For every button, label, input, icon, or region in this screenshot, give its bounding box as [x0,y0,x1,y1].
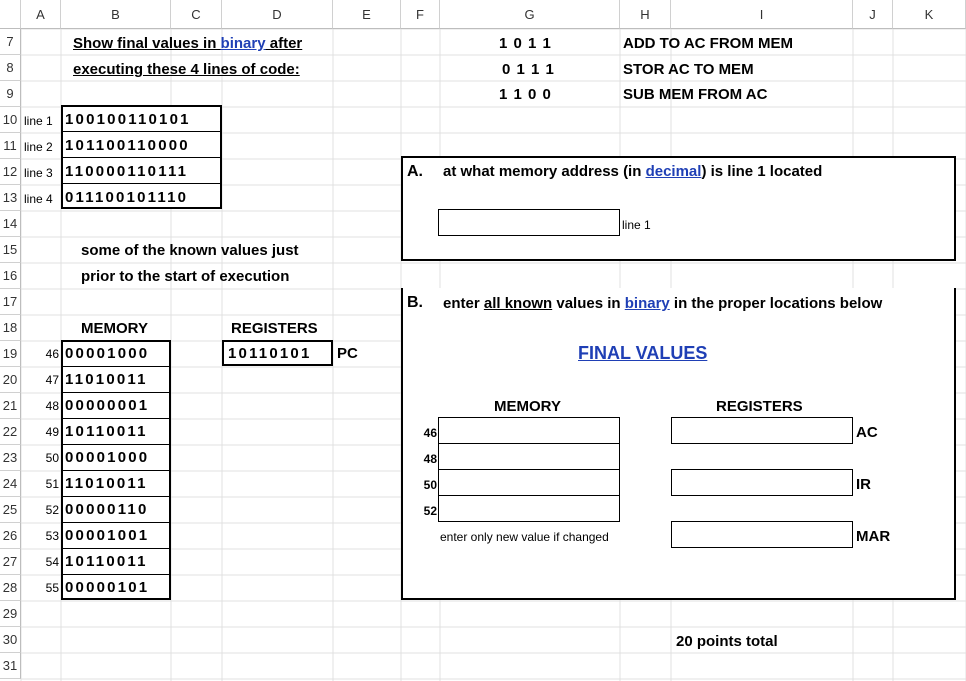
code-line-label: line 1 [24,114,53,128]
row-header-22[interactable]: 22 [0,419,21,445]
memory-address: 46 [45,347,59,361]
memory-row-divider [61,418,171,419]
code-line-value[interactable]: 100100110101 [65,111,191,128]
row-header-17[interactable]: 17 [0,289,21,315]
memory-row-divider [61,496,171,497]
select-all-corner[interactable] [0,0,21,29]
memory-value[interactable]: 00001001 [65,527,150,544]
pc-label: PC [337,345,358,362]
memory-address: 49 [45,425,59,439]
memory-address: 55 [45,581,59,595]
opcode-code: 0 1 1 1 [502,61,555,78]
registers-header: REGISTERS [231,320,318,337]
code-line-value[interactable]: 011100101110 [65,189,189,206]
section-b-letter: B. [407,294,423,311]
column-header-j[interactable]: J [853,0,893,29]
line1-input-label: line 1 [622,218,651,232]
memory-row-divider [61,392,171,393]
row-header-13[interactable]: 13 [0,185,21,211]
row-header-24[interactable]: 24 [0,471,21,497]
row-header-9[interactable]: 9 [0,81,21,107]
instruction-line-1 [73,35,302,52]
row-header-26[interactable]: 26 [0,523,21,549]
ir-label: IR [856,476,871,493]
memory-row-divider [61,522,171,523]
code-line-label: line 4 [24,192,53,206]
memory-row-divider [61,548,171,549]
final-mem-addr: 52 [423,504,437,518]
final-values-title: FINAL VALUES [578,343,708,363]
final-mem-46-input[interactable] [440,419,618,441]
memory-header: MEMORY [81,320,148,337]
memory-address: 52 [45,503,59,517]
all-known-text: all known [483,295,553,312]
column-header-b[interactable]: B [61,0,171,29]
row-header-15[interactable]: 15 [0,237,21,263]
row-header-21[interactable]: 21 [0,393,21,419]
row-header-25[interactable]: 25 [0,497,21,523]
final-registers-header: REGISTERS [716,398,803,415]
memory-row-divider [61,444,171,445]
code-line-value[interactable]: 101100110000 [65,137,190,154]
column-header-h[interactable]: H [620,0,671,29]
column-header-g[interactable]: G [440,0,620,29]
memory-address: 51 [45,477,59,491]
column-header-i[interactable]: I [671,0,853,29]
memory-row-divider [61,574,171,575]
row-header-27[interactable]: 27 [0,549,21,575]
question-text: in the proper locations below [669,295,883,312]
opcode-code: 1 0 1 1 [499,35,552,52]
column-header-d[interactable]: D [222,0,333,29]
memory-value[interactable]: 00000001 [65,397,150,414]
question-text: values in [552,295,625,312]
row-header-30[interactable]: 30 [0,627,21,653]
memory-address: 50 [45,451,59,465]
mar-label: MAR [856,528,891,545]
memory-value[interactable]: 11010011 [65,371,148,388]
memory-value[interactable]: 00001000 [65,345,150,362]
final-memory-header: MEMORY [494,398,561,415]
row-header-29[interactable]: 29 [0,601,21,627]
section-b-question [443,295,882,312]
row-header-31[interactable]: 31 [0,653,21,679]
opcode-desc: STOR AC TO MEM [623,61,754,78]
instruction-text: after [265,35,303,52]
ac-label: AC [856,424,878,441]
memory-value[interactable]: 00001000 [65,449,150,466]
opcode-desc: SUB MEM FROM AC [623,86,768,103]
column-header-k[interactable]: K [893,0,966,29]
known-values-text: some of the known values just [81,242,299,259]
memory-value[interactable]: 11010011 [65,475,148,492]
decimal-link: decimal [645,163,702,180]
column-header-e[interactable]: E [333,0,401,29]
row-header-11[interactable]: 11 [0,133,21,159]
final-mem-addr: 50 [423,478,437,492]
line1-address-input[interactable] [438,209,620,236]
memory-row-divider [61,470,171,471]
memory-row-divider [61,366,171,367]
final-mem-addr: 46 [423,426,437,440]
section-a-letter: A. [407,163,423,180]
row-header-12[interactable]: 12 [0,159,21,185]
final-mem-addr: 48 [423,452,437,466]
pc-register-value[interactable]: 10110101 [228,345,312,362]
instruction-text: Show final values in [73,35,221,52]
code-line-label: line 2 [24,140,53,154]
code-line-label: line 3 [24,166,53,180]
question-text: at what memory address (in [443,163,646,180]
question-text: enter [443,295,484,312]
code-line-value[interactable]: 110000110111 [65,163,189,180]
row-header-8[interactable]: 8 [0,55,21,81]
binary-link: binary [624,295,670,312]
row-header-18[interactable]: 18 [0,315,21,341]
row-header-23[interactable]: 23 [0,445,21,471]
opcode-desc: ADD TO AC FROM MEM [623,35,793,52]
change-note: enter only new value if changed [440,530,609,544]
memory-value[interactable]: 10110011 [65,423,148,440]
known-values-text: prior to the start of execution [81,268,290,285]
opcode-code: 1 1 0 0 [499,86,552,103]
ac-register-input[interactable] [671,417,853,444]
row-header-7[interactable]: 7 [0,29,21,55]
row-header-28[interactable]: 28 [0,575,21,601]
memory-value[interactable]: 10110011 [65,553,148,570]
row-header-16[interactable]: 16 [0,263,21,289]
memory-address: 54 [45,555,59,569]
memory-value[interactable]: 00000101 [65,579,150,596]
memory-address: 47 [45,373,59,387]
points-total: 20 points total [676,633,778,650]
final-mem-52-input[interactable] [440,497,618,519]
ir-register-input[interactable] [671,469,853,496]
final-mem-50-input[interactable] [440,471,618,493]
column-header-f[interactable]: F [401,0,440,29]
row-header-14[interactable]: 14 [0,211,21,237]
mar-register-input[interactable] [671,521,853,548]
instruction-line-2: executing these 4 lines of code: [73,61,300,78]
column-header-c[interactable]: C [171,0,222,29]
section-a-question [443,163,822,180]
row-header-20[interactable]: 20 [0,367,21,393]
binary-link: binary [220,35,266,52]
memory-value[interactable]: 00000110 [65,501,149,518]
row-header-19[interactable]: 19 [0,341,21,367]
memory-address: 53 [45,529,59,543]
question-text: ) is line 1 located [701,163,823,180]
final-mem-48-input[interactable] [440,445,618,467]
row-header-10[interactable]: 10 [0,107,21,133]
column-header-a[interactable]: A [21,0,61,29]
memory-address: 48 [45,399,59,413]
